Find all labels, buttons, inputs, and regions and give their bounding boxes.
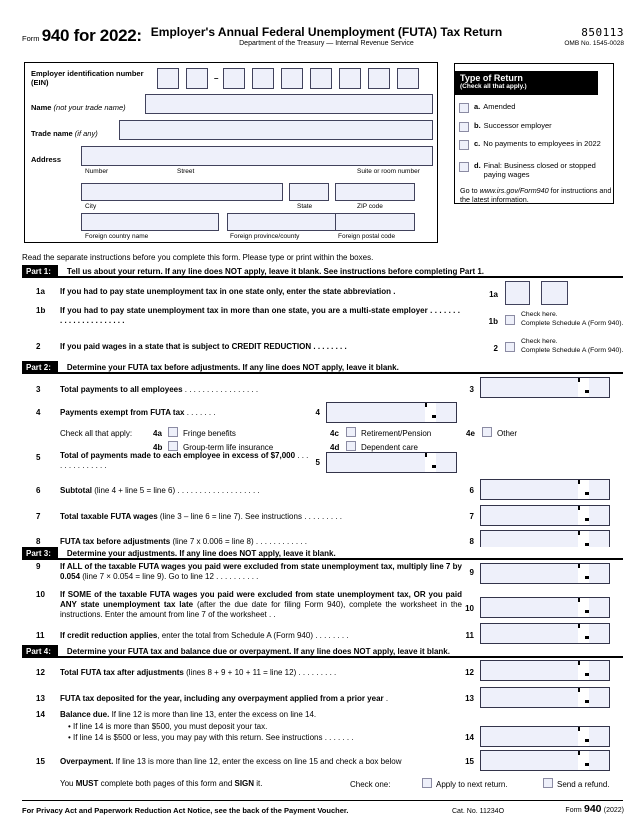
type-option-amended — [459, 102, 601, 113]
line-7-rest: (line 3 – line 6 = line 7). See instructions — [157, 512, 302, 521]
line-1b-text — [60, 306, 460, 326]
line-4-right-num: 4 — [315, 408, 320, 417]
line-15-right-num: 15 — [465, 757, 474, 766]
trade-label-text: Trade name — [31, 129, 73, 138]
line-2-check-note — [521, 338, 629, 355]
city-sublabel: City — [85, 203, 97, 210]
line-3-text — [60, 385, 460, 395]
line-10-rest: (after the due date for filing Form 940), complete the worksheet in the instructions. Enter the amount from line 7 of the worksheet — [60, 600, 462, 619]
line-10-label: If SOME of the taxable FUTA wages you paid were excluded from state unemployment tax, OR you paid ANY state unemployment tax late — [60, 590, 462, 609]
line-1b-num: 1b — [36, 306, 46, 315]
must-word: MUST — [75, 779, 99, 788]
dot-leader: . . . . . . . — [322, 733, 354, 742]
form-number: 940 for 2022: — [41, 26, 142, 45]
line-6-num: 6 — [36, 486, 41, 495]
type-option-successor — [459, 121, 602, 132]
line-13-text — [60, 694, 460, 704]
must-mid: complete both pages of this form and — [98, 779, 235, 788]
line-15-text — [60, 757, 462, 767]
line-8-rest: (line 7 x 0.006 = line 8) — [170, 537, 254, 546]
line-4-amount-input[interactable] — [326, 402, 457, 423]
line-6-label: Subtotal — [60, 486, 92, 495]
foreign-province-input[interactable] — [227, 213, 339, 231]
ein-label-line2: (EIN) — [31, 78, 49, 87]
line-14-rest: If line 12 is more than line 13, enter the excess on line 14. — [109, 710, 317, 719]
line-9-label: If ALL of the taxable FUTA wages you paid were excluded from state unemployment tax, multiply line 7 by 0.054 — [60, 562, 462, 581]
line-3-num: 3 — [36, 385, 41, 394]
key-4c: 4c — [330, 429, 339, 438]
line-1a-text — [60, 287, 458, 297]
form-number-block — [22, 26, 142, 46]
key-4b: 4b — [153, 443, 163, 452]
goto-post: for instructions and the latest information. — [460, 186, 612, 204]
page-title: Employer's Annual Federal Unemployment (FUTA) Tax Return — [150, 25, 503, 39]
line-9-text — [60, 562, 462, 582]
ein-label-line1: Employer identification number — [31, 69, 144, 78]
line-15-rest: If line 13 is more than line 12, enter the excess on line 15 and check a box below — [113, 757, 402, 766]
ein-digit-box[interactable] — [339, 68, 361, 89]
ein-digit-box[interactable] — [157, 68, 179, 89]
state-abbr-box-2[interactable] — [541, 281, 568, 305]
part2-title: Determine your FUTA tax before adjustments. If any line does NOT apply, leave it blank. — [66, 362, 399, 372]
address-label — [31, 155, 61, 164]
apply-next-return-checkbox[interactable] — [422, 778, 432, 788]
line-9-right-num: 9 — [469, 568, 474, 577]
line-8-right-num: 8 — [469, 537, 474, 546]
footer-divider — [22, 800, 623, 801]
line-12-amount-input[interactable] — [480, 660, 610, 681]
line-14-bullet-2 — [68, 733, 460, 743]
line-14-bullet-1: • If line 14 is more than $500, you must deposit your tax. — [68, 722, 268, 731]
line-11-rest: , enter the total from Schedule A (Form 940) — [157, 631, 313, 640]
line-15-label: Overpayment. — [60, 757, 114, 766]
option-label: No payments to employees in 2022 — [483, 139, 601, 148]
type-option-final — [459, 161, 602, 179]
sign-word: SIGN — [234, 779, 255, 788]
key-4e: 4e — [466, 429, 475, 438]
line-14-text — [60, 710, 460, 720]
line-12-text — [60, 668, 460, 678]
ein-digit-box[interactable] — [310, 68, 332, 89]
ein-input-row — [157, 68, 419, 89]
line-4-num: 4 — [36, 408, 41, 417]
option-key: a. — [474, 102, 481, 111]
check-all-prefix: Check all that apply: — [60, 429, 133, 438]
footer-form-year: (2022) — [603, 807, 624, 814]
line-13-amount-input[interactable] — [480, 687, 610, 708]
must-pre: You — [60, 779, 76, 788]
line-7-label: Total taxable FUTA wages — [60, 512, 158, 521]
trade-name-input[interactable] — [119, 120, 433, 140]
line-11-label: If credit reduction applies — [60, 631, 158, 640]
label-4c: Retirement/Pension — [361, 429, 432, 438]
retirement-pension-checkbox[interactable] — [346, 427, 356, 437]
line-2-label: If you paid wages in a state that is subject to CREDIT REDUCTION — [60, 342, 312, 351]
line-11-num: 11 — [36, 631, 45, 640]
suite-sublabel: Suite or room number — [357, 168, 420, 175]
part3-label: Part 3: — [22, 547, 58, 558]
footer-form-word: Form — [565, 807, 582, 814]
line-1a-right-num: 1a — [489, 290, 498, 299]
ein-digit-box[interactable] — [397, 68, 419, 89]
line-12-label: Total FUTA tax after adjustments — [60, 668, 184, 677]
name-hint: (not your trade name) — [53, 103, 126, 112]
no-payments-checkbox[interactable] — [459, 140, 469, 150]
trade-name-label — [31, 129, 98, 138]
credit-reduction-checkbox[interactable] — [505, 342, 515, 352]
line-9-amount-input[interactable] — [480, 563, 610, 584]
line-14-label: Balance due. — [60, 710, 110, 719]
line-5-label: Total of payments made to each employee in excess of $7,000 — [60, 451, 296, 460]
line-14-num: 14 — [36, 710, 45, 719]
dot-leader: . . . . . . . . . . . . . . . . . . . — [175, 486, 260, 495]
line-7-num: 7 — [36, 512, 41, 521]
option-key: c. — [474, 139, 481, 148]
line-6-amount-input[interactable] — [480, 479, 610, 500]
catalog-number: Cat. No. 11234O — [452, 808, 505, 815]
line-12-right-num: 12 — [465, 668, 474, 677]
line-5-text — [60, 451, 312, 471]
line-6-text — [60, 486, 460, 496]
part1-label: Part 1: — [22, 265, 58, 276]
complete-schedule-text: Complete Schedule A (Form 940). — [521, 319, 624, 327]
omb-number: OMB No. 1545-0028 — [564, 40, 624, 47]
ein-digit-box[interactable] — [223, 68, 245, 89]
line-7-amount-input[interactable] — [480, 505, 610, 526]
ein-digit-box[interactable] — [281, 68, 303, 89]
part3-header — [22, 547, 623, 560]
dot-leader: . . . . . . . — [184, 408, 216, 417]
other-checkbox[interactable] — [482, 427, 492, 437]
foreign-postal-input[interactable] — [335, 213, 415, 231]
line-14-amount-input[interactable] — [480, 726, 610, 747]
line-15-num: 15 — [36, 757, 45, 766]
line-13-label: FUTA tax deposited for the year, including any overpayment applied from a prior year — [60, 694, 384, 703]
send-refund-checkbox[interactable] — [543, 778, 553, 788]
amended-checkbox[interactable] — [459, 103, 469, 113]
foreign-country-sublabel: Foreign country name — [85, 233, 149, 240]
dot-leader: . . . . . . . . — [313, 631, 349, 640]
line-6-right-num: 6 — [469, 486, 474, 495]
name-input[interactable] — [145, 94, 433, 114]
line-8-num: 8 — [36, 537, 41, 546]
option-key: d. — [474, 161, 481, 170]
key-4d: 4d — [330, 443, 340, 452]
part4-title: Determine your FUTA tax and balance due or overpayment. If any line does NOT apply, leave it blank. — [66, 646, 450, 656]
zip-sublabel: ZIP code — [357, 203, 383, 210]
line-1a-num: 1a — [36, 287, 45, 296]
line-8-label: FUTA tax before adjustments — [60, 537, 171, 546]
line-3-label: Total payments to all employees — [60, 385, 183, 394]
line-6-rest: (line 4 + line 5 = line 6) — [92, 486, 176, 495]
line-10-text — [60, 590, 462, 620]
foreign-postal-sublabel: Foreign postal code — [338, 233, 396, 240]
foreign-province-sublabel: Foreign province/county — [230, 233, 300, 240]
option-label: Successor employer — [483, 121, 552, 130]
ocr-code: 850113 — [581, 26, 624, 39]
type-of-return-header — [455, 71, 598, 95]
line-2-text — [60, 342, 460, 352]
ein-digit-box[interactable] — [186, 68, 208, 89]
dot-leader: . . . . . . . . . . . . — [253, 537, 307, 546]
part1-title: Tell us about your return. If any line does NOT apply, leave it blank. See instructions before completing Part 1. — [66, 266, 485, 276]
check-here-text: Check here. — [521, 311, 558, 318]
group-term-checkbox[interactable] — [168, 441, 178, 451]
line-10-num: 10 — [36, 590, 45, 599]
line-9-num: 9 — [36, 562, 41, 571]
form-word: Form — [22, 34, 40, 43]
line-5-num: 5 — [36, 453, 41, 462]
number-sublabel: Number — [85, 168, 109, 175]
footer-form-num: 940 — [584, 803, 602, 815]
goto-instructions-note — [460, 186, 612, 204]
dot-leader: . — [391, 287, 396, 296]
type-of-return-subtitle: (Check all that apply.) — [460, 83, 527, 90]
line-4-label: Payments exempt from FUTA tax — [60, 408, 185, 417]
line-1b-label: If you had to pay state unemployment tax in more than one state, you are a multi-state employer — [60, 306, 428, 315]
multi-state-checkbox[interactable] — [505, 315, 515, 325]
dot-leader: . . . . . . . . . — [301, 512, 342, 521]
footer-form-number — [565, 803, 624, 815]
ein-digit-box[interactable] — [368, 68, 390, 89]
line-1b-check-note — [521, 311, 629, 328]
line-2-right-num: 2 — [493, 344, 498, 353]
line-11-amount-input[interactable] — [480, 623, 610, 644]
type-option-no-payments — [459, 139, 601, 150]
must-post: it. — [254, 779, 263, 788]
line-7-text — [60, 512, 460, 522]
label-4a: Fringe benefits — [183, 429, 236, 438]
successor-employer-checkbox[interactable] — [459, 122, 469, 132]
label-4e: Other — [497, 429, 518, 438]
send-refund-label: Send a refund. — [557, 780, 610, 789]
line-12-num: 12 — [36, 668, 45, 677]
part2-header — [22, 361, 623, 374]
city-input[interactable] — [81, 183, 283, 201]
line-13-num: 13 — [36, 694, 45, 703]
address-input[interactable] — [81, 146, 433, 166]
dot-leader: . . . . . . . . — [311, 342, 347, 351]
line-5-right-num: 5 — [315, 458, 320, 467]
option-key: b. — [474, 121, 481, 130]
apply-next-return-label: Apply to next return. — [436, 780, 508, 789]
address-label-text: Address — [31, 155, 62, 164]
ein-label — [31, 69, 156, 87]
line-12-rest: (lines 8 + 9 + 10 + 11 = line 12) — [183, 668, 297, 677]
trade-hint: (if any) — [74, 129, 98, 138]
goto-pre: Go to — [460, 186, 480, 195]
complete-schedule-text: Complete Schedule A (Form 940). — [521, 346, 624, 354]
ein-digit-box[interactable] — [252, 68, 274, 89]
employer-info-box — [24, 62, 438, 243]
street-sublabel: Street — [177, 168, 195, 175]
line-7-right-num: 7 — [469, 512, 474, 521]
irs-form940-link[interactable]: www.irs.gov/Form940 — [479, 186, 549, 195]
line-2-num: 2 — [36, 342, 41, 351]
header-right-block — [564, 26, 624, 47]
part4-label: Part 4: — [22, 645, 58, 656]
state-sublabel: State — [297, 203, 313, 210]
must-sign-note — [60, 779, 263, 789]
line-13-right-num: 13 — [465, 694, 474, 703]
line-3-right-num: 3 — [469, 385, 474, 394]
line-1b-right-num: 1b — [488, 317, 498, 326]
key-4a: 4a — [153, 429, 162, 438]
line-1a-label: If you had to pay state unemployment tax in one state only, enter the state abbreviation — [60, 287, 392, 296]
fringe-benefits-checkbox[interactable] — [168, 427, 178, 437]
ein-dash: – — [214, 74, 219, 83]
dot-leader: . . . . . . . . . . . . . . . . . . . . . . — [60, 306, 461, 325]
option-label: Amended — [483, 102, 516, 111]
name-label-text: Name — [31, 103, 52, 112]
read-instructions-line: Read the separate instructions before you complete this form. Please type or print within the boxes. — [22, 253, 374, 262]
line-14-bullet-2-text: • If line 14 is $500 or less, you may pay with this return. See instructions — [68, 733, 323, 742]
dot-leader: . — [383, 694, 389, 703]
option-label: Final: Business closed or stopped paying wages — [483, 161, 596, 179]
line-14-right-num: 14 — [465, 733, 474, 742]
part3-title: Determine your adjustments. If any line does NOT apply, leave it blank. — [66, 548, 336, 558]
line-10-right-num: 10 — [465, 604, 474, 613]
foreign-country-input[interactable] — [81, 213, 219, 231]
line-10-amount-input[interactable] — [480, 597, 610, 618]
state-abbr-box-1[interactable] — [505, 281, 530, 305]
dot-leader: . . . . . . . . . . . . . . — [60, 451, 309, 470]
name-label — [31, 103, 126, 112]
dot-leader: . . — [266, 610, 276, 619]
line-15-amount-input[interactable] — [480, 750, 610, 771]
part4-header — [22, 645, 623, 658]
form-title-block — [151, 26, 502, 47]
line-11-text — [60, 631, 462, 641]
privacy-act-notice: For Privacy Act and Paperwork Reduction Act Notice, see the back of the Payment Voucher. — [22, 806, 349, 815]
line-3-amount-input[interactable] — [480, 377, 610, 398]
state-input[interactable] — [289, 183, 329, 201]
form-header — [22, 26, 624, 47]
final-business-checkbox[interactable] — [459, 162, 469, 172]
dot-leader: . . . . . . . . . . . . . . . . . — [182, 385, 259, 394]
part2-label: Part 2: — [22, 361, 58, 372]
line-9-rest: (line 7 × 0.054 = line 9). Go to line 12 — [80, 572, 214, 581]
type-of-return-title: Type of Return — [460, 73, 523, 83]
line-8-text — [60, 537, 460, 547]
agency-line: Department of the Treasury — Internal Revenue Service — [239, 40, 414, 47]
check-here-text: Check here. — [521, 338, 558, 345]
line-4-text — [60, 408, 302, 418]
zip-input[interactable] — [335, 183, 415, 201]
check-one-label: Check one: — [350, 780, 391, 789]
line-11-right-num: 11 — [465, 631, 474, 640]
dot-leader: . . . . . . . . . — [296, 668, 337, 677]
label-4d: Dependent care — [361, 443, 418, 452]
type-of-return-box — [454, 63, 614, 204]
dependent-care-checkbox[interactable] — [346, 441, 356, 451]
line-5-amount-input[interactable] — [326, 452, 457, 473]
dot-leader: . . . . . . . . . . — [213, 572, 259, 581]
label-4b: Group-term life insurance — [183, 443, 274, 452]
part1-header — [22, 265, 623, 278]
